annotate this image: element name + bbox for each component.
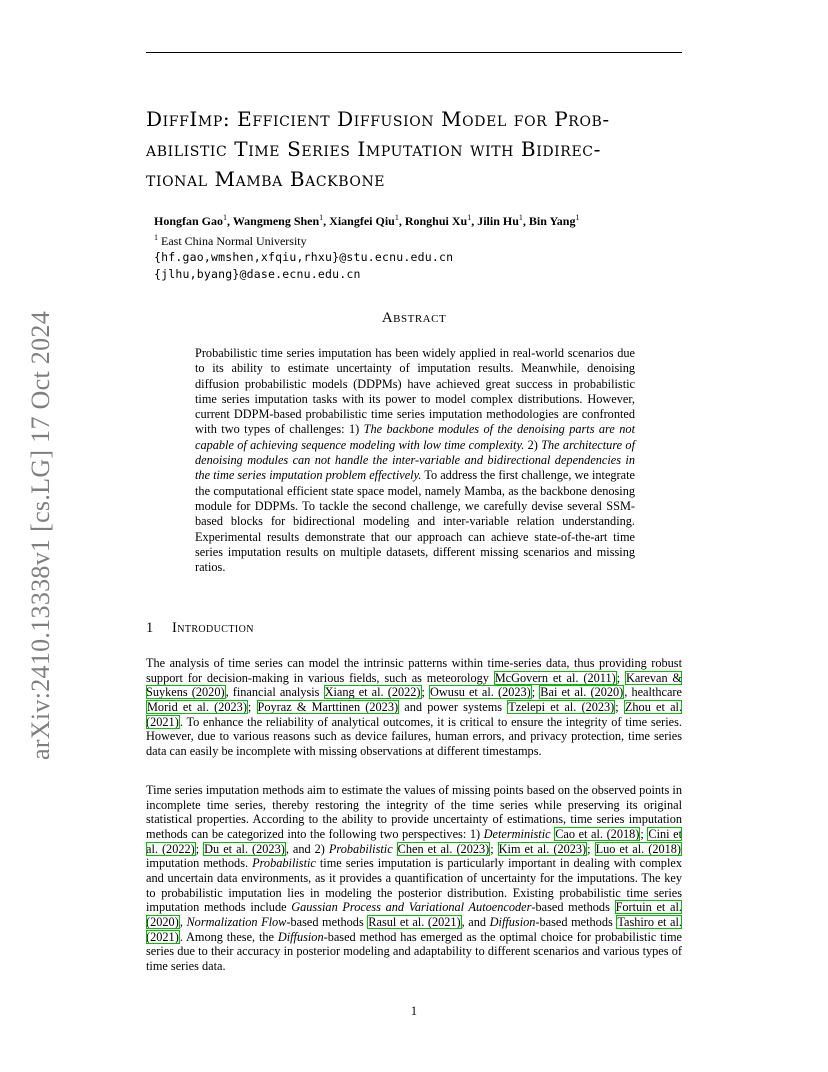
citation-author: Tashiro et al. xyxy=(617,914,682,929)
citation-year: 2021 xyxy=(150,714,175,729)
affiliation-mark: 1 xyxy=(223,213,228,222)
citation-author: McGovern et al. xyxy=(494,670,579,685)
page-number: 1 xyxy=(410,1004,418,1018)
author-name: Hongfan Gao xyxy=(154,214,224,228)
citation-year: 2023 xyxy=(585,699,611,714)
abstract-emphasis: The backbone modules of the denoising parts are not capable of achieving sequence modeling with low time complexity. xyxy=(195,422,635,452)
paragraph-emphasis: Deterministic xyxy=(483,826,551,841)
citation-year: 2021 xyxy=(431,914,457,929)
citation-year: 2022 xyxy=(391,685,417,700)
citation-author: Morid et al. xyxy=(147,699,209,714)
citation-link[interactable]: Kim et al. (2023) xyxy=(498,841,587,856)
citation-year: 2023 xyxy=(460,841,486,856)
section-heading xyxy=(146,620,254,637)
author-name: Ronghui Xu xyxy=(404,214,468,228)
paragraph-segment: imputation methods. xyxy=(146,856,253,871)
paragraph-segment: ; xyxy=(247,699,257,714)
paper-title xyxy=(146,104,686,194)
affiliation-mark: 1 xyxy=(319,213,324,222)
citation-author: Cini et al. xyxy=(146,826,683,856)
paragraph-emphasis: Diffusion xyxy=(489,914,536,929)
citation-link[interactable]: Zhou et al. (2021) xyxy=(146,699,683,729)
citation-year: 2022 xyxy=(166,841,191,856)
abstract-text xyxy=(195,346,635,575)
section-title: Introduction xyxy=(172,620,254,636)
paragraph-segment: , healthcare xyxy=(624,685,682,700)
paragraph-emphasis: Probabilistic xyxy=(252,856,316,871)
affiliation-name: East China Normal University xyxy=(161,234,307,248)
paragraph-segment: , financial analysis xyxy=(225,685,324,700)
paragraph-emphasis: Normalization Flow xyxy=(186,914,287,929)
paragraph-segment: , and 2) xyxy=(285,841,329,856)
paragraph-emphasis: Gaussian Process and Variational Autoencoder xyxy=(291,900,532,915)
title-line: DiffImp: Efficient Diffusion Model for Prob- xyxy=(146,107,610,131)
abstract-segment: 2) xyxy=(524,437,542,452)
citation-author: Fortuin et al. xyxy=(615,900,682,915)
paragraph-segment: ; xyxy=(616,670,625,685)
citation-link[interactable]: Karevan & Suykens (2020) xyxy=(146,670,682,700)
paragraph-segment: and power systems xyxy=(399,699,508,714)
affiliation-mark: 1 xyxy=(467,213,472,222)
paragraph-segment: ; xyxy=(587,841,595,856)
paragraph-segment: -based methods xyxy=(531,900,615,915)
citation-link[interactable]: Morid et al. (2023) xyxy=(147,699,247,714)
affiliation xyxy=(154,230,694,249)
citation-author: Cao et al. xyxy=(555,826,603,841)
citation-link[interactable]: Tashiro et al. (2021) xyxy=(146,914,682,944)
citation-link[interactable]: Tzelepi et al. (2023) xyxy=(508,699,615,714)
citation-author: Xiang et al. xyxy=(324,685,384,700)
paragraph-segment: ; xyxy=(195,841,204,856)
citation-author: Bai et al. xyxy=(540,685,587,700)
citation-link[interactable]: Bai et al. (2020) xyxy=(540,685,624,700)
citation-year: 2020 xyxy=(150,914,175,929)
citation-year: 2023 xyxy=(502,685,527,700)
citation-year: 2020 xyxy=(195,685,221,700)
citation-author: Owusu et al. xyxy=(430,685,494,700)
author-email[interactable]: {hf.gao,wmshen,xfqiu,rhxu}@stu.ecnu.edu.cn xyxy=(154,250,454,264)
citation-year: 2023 xyxy=(256,841,281,856)
abstract-heading: Abstract xyxy=(381,310,447,326)
author-email[interactable]: {jlhu,byang}@dase.ecnu.edu.cn xyxy=(154,267,361,281)
affiliation-mark: 1 xyxy=(394,213,399,222)
section-number: 1 xyxy=(146,620,154,636)
citation-author: Rasul et al. xyxy=(368,914,425,929)
citation-link[interactable]: McGovern et al. (2011) xyxy=(494,670,616,685)
paragraph-segment: , and xyxy=(461,914,490,929)
citation-author: Du et al. xyxy=(204,841,249,856)
paragraph-segment: ; xyxy=(490,841,498,856)
abstract-emphasis: The architecture of denoising modules can not handle the inter-variable and bidirectional dependencies in the time series imputation problem effectively. xyxy=(195,437,635,483)
paragraph-segment: , xyxy=(179,914,187,929)
citation-author: Chen et al. xyxy=(397,841,453,856)
paragraph-segment: ; xyxy=(531,685,540,700)
body-paragraph xyxy=(146,783,682,974)
paragraph-segment: The analysis of time series can model the intrinsic patterns within time-series data, thus providing robust support for decision-making in various fields, such as meteorology xyxy=(146,656,682,685)
author-block xyxy=(154,210,694,283)
affiliation-mark: 1 xyxy=(575,213,580,222)
citation-year: 2011 xyxy=(587,670,612,685)
citation-link[interactable]: Rasul et al. (2021) xyxy=(368,914,461,929)
citation-link[interactable]: Poyraz & Marttinen (2023) xyxy=(257,699,399,714)
citation-link[interactable]: Fortuin et al. (2020) xyxy=(146,900,682,929)
paragraph-segment: ; xyxy=(640,826,648,841)
author-name: Xiangfei Qiu xyxy=(329,214,395,228)
paragraph-segment: ; xyxy=(421,685,430,700)
paragraph-segment: . To enhance the reliability of analytical outcomes, it is critical to ensure the integrity of time series. However, due to various reasons such as device failures, human errors, and privacy protection, time series data can easily be incomplete with missing observations at different timestamps. xyxy=(146,714,682,758)
citation-link[interactable]: Luo et al. (2018) xyxy=(595,841,682,856)
citation-year: 2018 xyxy=(610,826,636,841)
body-paragraph xyxy=(146,656,682,759)
author-name: Bin Yang xyxy=(528,214,576,228)
author-list: Hongfan Gao$^1$, Wangmeng Shen$^1$, Xiangfei Qiu$^1$, Ronghui Xu$^1$, Jilin Hu$^1$, Bin Yang$^1$ xyxy=(154,213,580,228)
paragraph-segment: -based method has emerged as the optimal choice for probabilistic time series due to their accuracy in posterior modeling and adaptability to different scenarios and various types of time series data. xyxy=(146,929,683,973)
citation-year: 2023 xyxy=(369,699,394,714)
citation-author: Poyraz & Marttinen xyxy=(257,699,361,714)
title-line: abilistic Time Series Imputation with Bidirec- xyxy=(146,137,601,161)
citation-link[interactable]: Xiang et al. (2022) xyxy=(324,685,421,700)
citation-year: 2023 xyxy=(218,699,243,714)
abstract-segment: To address the first challenge, we integrate the computational efficient state space model, namely Mamba, as the backbone denosing module for DDPMs. To tackle the second challenge, we carefully devise several SSM-based blocks for bidirectional modeling and inter-variable relation understanding. Experimental results demonstrate that our approach can achieve state-of-the-art time series imputation results on multiple datasets, different missing scenarios and missing ratios. xyxy=(195,468,635,575)
citation-author: Zhou et al. xyxy=(624,699,683,714)
paragraph-emphasis: Probabilistic xyxy=(328,841,393,856)
paragraph-segment: ; xyxy=(615,699,624,714)
paragraph-segment: . Among these, the xyxy=(179,929,278,944)
citation-link[interactable]: Chen et al. (2023) xyxy=(397,841,490,856)
citation-link[interactable]: Owusu et al. (2023) xyxy=(430,685,531,700)
citation-link[interactable]: Cini et al. (2022) xyxy=(146,826,683,856)
paragraph-segment: -based methods xyxy=(286,914,368,929)
citation-author: Karevan & Suykens xyxy=(146,670,682,700)
abstract-segment: Probabilistic time series imputation has been widely applied in real-world scenarios due to its ability to estimate uncertainty of imputation results. Meanwhile, denoising diffusion probabilistic models (DDPMs) have achieved great success in probabilistic time series imputation tasks with its power to model complex distributions. However, current DDPM-based probabilistic time series imputation methodologies are confronted with two types of challenges: 1) xyxy=(195,346,635,437)
paragraph-segment: time series imputation is particularly important in dealing with complex and uncertain data environments, as it provides a quantification of uncertainty for the imputations. The key to probabilistic imputation lies in modeling the posterior distribution. Existing probabilistic time series imputation methods include xyxy=(146,856,682,915)
paragraph-segment: Time series imputation methods aim to estimate the values of missing points based on the observed points in incomplete time series, thereby restoring the integrity of the time series while preserving its original statistical properties. According to the ability to provide uncertainty of estimations, time series imputation methods can be categorized into the following two perspectives: 1) xyxy=(146,783,682,841)
paragraph-segment: -based methods xyxy=(535,914,617,929)
citation-year: 2020 xyxy=(594,685,620,700)
citation-link[interactable]: Cao et al. (2018) xyxy=(555,826,640,841)
author-name: Wangmeng Shen xyxy=(232,214,320,228)
citation-author: Kim et al. xyxy=(498,841,550,856)
citation-author: Luo et al. xyxy=(595,841,645,856)
paragraph-emphasis: Diffusion xyxy=(277,929,324,944)
citation-year: 2021 xyxy=(150,929,175,944)
citation-year: 2023 xyxy=(557,841,583,856)
affiliation-mark: 1 xyxy=(154,233,158,242)
top-rule xyxy=(146,52,682,53)
author-name: Jilin Hu xyxy=(477,214,519,228)
citation-author: Tzelepi et al. xyxy=(508,699,577,714)
arxiv-identifier[interactable]: arXiv:2410.13338v1 [cs.LG] 17 Oct 2024 xyxy=(26,311,55,760)
affiliation-mark: 1 xyxy=(518,213,523,222)
citation-link[interactable]: Du et al. (2023) xyxy=(204,841,285,856)
title-line: tional Mamba Backbone xyxy=(146,167,386,191)
citation-year: 2018 xyxy=(652,841,677,856)
